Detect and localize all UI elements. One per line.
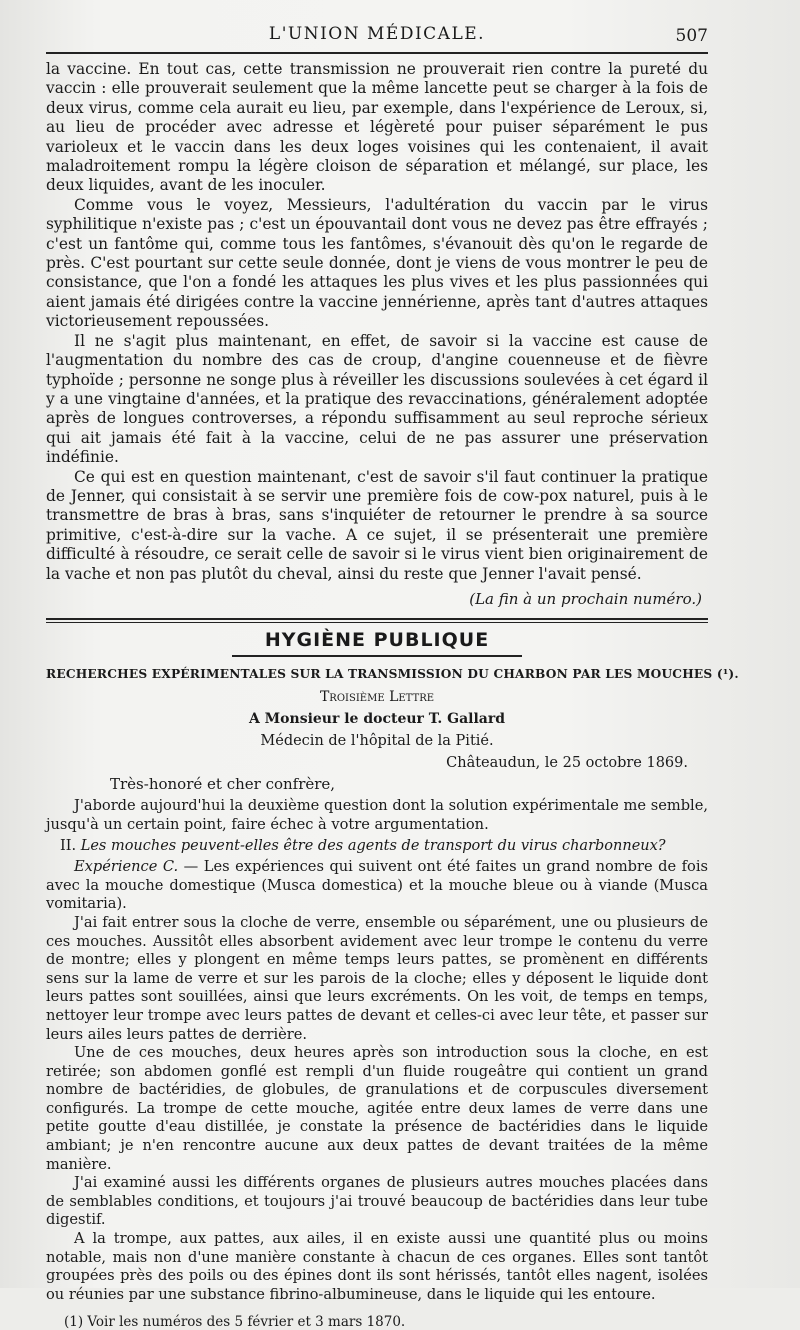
paragraph: J'ai fait entrer sous la cloche de verre, ensemble ou séparément, une ou plusieurs de ces mouches. Aussitôt elles absorbent avidement avec leur trompe le contenu du verre de montre; elles y plongent en même temps leurs pattes, se promènent en différents sens sur la lame de verre et sur les parois de la cloche; elles y déposent le liquide dont leurs pattes sont souillées, ainsi que leurs excréments. On les voit, de temps en temps, nettoyer leur trompe avec leurs pattes de devant et celles-ci avec leur tête, et passer sur leurs ailes leurs pattes de derrière.	[46, 913, 708, 1043]
page-number: 507	[675, 26, 708, 46]
paragraph: Il ne s'agit plus maintenant, en effet, de savoir si la vaccine est cause de l'augmentation du nombre des cas de croup, d'angine couenneuse et de fièvre typhoïde ; personne ne songe plus à réveiller les discussions soulevées à cet égard il y a une vingtaine d'années, et la pratique des revaccinations, généralement adoptée après de longues controverses, a répondu suffisamment au seul reproche sérieux qui ait jamais été fait à la vaccine, celui de ne pas assurer une préservation indéfinie.	[46, 331, 708, 467]
paragraph: Une de ces mouches, deux heures après son introduction sous la cloche, en est retirée; son abdomen gonflé est rempli d'un fluide rougeâtre qui contient un grand nombre de bactéridies, de globules, de granulations et de corpuscules diversement configurés. La trompe de cette mouche, agitée entre deux lames de verre dans une petite goutte d'eau distillée, je constate la présence de bactéridies dans le liquide ambiant; je n'en rencontre aucune aux deux pattes de devant traitées de la même manière.	[46, 1044, 708, 1173]
dateline: Châteaudun, le 25 octobre 1869.	[446, 754, 688, 771]
paragraph: Ce qui est en question maintenant, c'est de savoir s'il faut continuer la pratique de Jenner, qui consistait à se servir une première fois de cow-pox naturel, puis à le transmettre de bras à bras, sans s'inquiéter de retourner le prendre à sa source primitive, c'est-à-dire sur la vache. A ce sujet, il se présenterait une première difficulté à résoudre, ce serait celle de savoir si le virus vient bien originairement de la vache et non pas plutôt du cheval, ainsi du reste que Jenner l'avait pensé.	[46, 467, 708, 583]
section-title-rule	[232, 655, 522, 657]
question-text: Les mouches peuvent-elles être des agents de transport du virus charbonneux?	[80, 838, 666, 855]
continuation-article	[46, 60, 708, 608]
recipient: A Monsieur le docteur T. Gallard	[248, 710, 506, 727]
recipient-role: Médecin de l'hôpital de la Pitié.	[260, 732, 494, 749]
intro-paragraph: J'aborde aujourd'hui la deuxième question dont la solution expérimentale me semble, jusqu'à un certain point, faire échec à votre argumentation.	[46, 796, 708, 833]
question-number: II.	[60, 838, 77, 855]
paragraph: la vaccine. En tout cas, cette transmission ne prouverait rien contre la pureté du vaccin : elle prouverait seulement que la même lancette peut se charger à la fois de deux virus, comme cela aurait eu lieu, par exemple, dans l'expérience de Leroux, si, au lieu de procéder avec adresse et légèreté pour puiser séparément le pus varioleux et le vaccin dans les deux loges voisines qui les contenaient, il avait maladroitement rompu la légère cloison de séparation et mélangé, sur place, les deux liquides, avant de les inoculer.	[46, 60, 708, 195]
question-heading	[60, 838, 708, 854]
running-head	[46, 14, 708, 48]
paragraph: Comme vous le voyez, Messieurs, l'adultération du vaccin par le virus syphilitique n'existe pas ; c'est un épouvantail dont vous ne devez pas être effrayés ; c'est un fantôme qui, comme tous les fantômes, s'évanouit dès qu'on le regarde de près. C'est pourtant sur cette seule donnée, dont je viens de vous montrer le peu de consistance, que l'on a fondé les attaques les plus vives et les plus passionnées qui aient jamais été dirigées contre la vaccine jennérienne, après tant d'autres attaques victorieusement repoussées.	[46, 195, 708, 331]
experiment-label: Expérience C.	[74, 858, 179, 876]
footnote: (1) Voir les numéros des 5 février et 3 mars 1870.	[64, 1314, 406, 1330]
letter-body	[46, 797, 708, 1304]
experiment-text: — Les expériences qui suivent ont été faites un grand nombre de fois avec la mouche domestique (Musca domestica) et la mouche bleue ou à viande (Musca vomitaria).	[46, 858, 708, 913]
continuation-signoff: (La fin à un prochain numéro.)	[469, 589, 702, 608]
letter-label: Troisième Lettre	[319, 688, 435, 705]
paragraph: A la trompe, aux pattes, aux ailes, il en existe aussi une quantité plus ou moins notable, mais non d'une manière constante à chacun de ces organes. Elles sont tantôt groupées près des poils ou des épines dont ils sont hérissés, tantôt elles nagent, isolées ou réunies par une substance fibrino-albumineuse, dans le liquide qui les entoure.	[46, 1230, 708, 1303]
header-rule	[46, 52, 708, 54]
section-divider	[46, 618, 708, 623]
salutation: Très-honoré et cher confrère,	[110, 774, 336, 793]
paragraph: J'ai examiné aussi les différents organes de plusieurs autres mouches placées dans de semblables conditions, et toujours j'ai trouvé beaucoup de bactéridies dans leur tube digestif.	[46, 1174, 708, 1229]
experiment-paragraph	[46, 858, 708, 914]
section-title: HYGIÈNE PUBLIQUE	[264, 628, 490, 651]
article-title: RECHERCHES EXPÉRIMENTALES SUR LA TRANSMISSION DU CHARBON PAR LES MOUCHES (¹).	[46, 666, 739, 681]
journal-title: L'UNION MÉDICALE.	[268, 24, 486, 44]
